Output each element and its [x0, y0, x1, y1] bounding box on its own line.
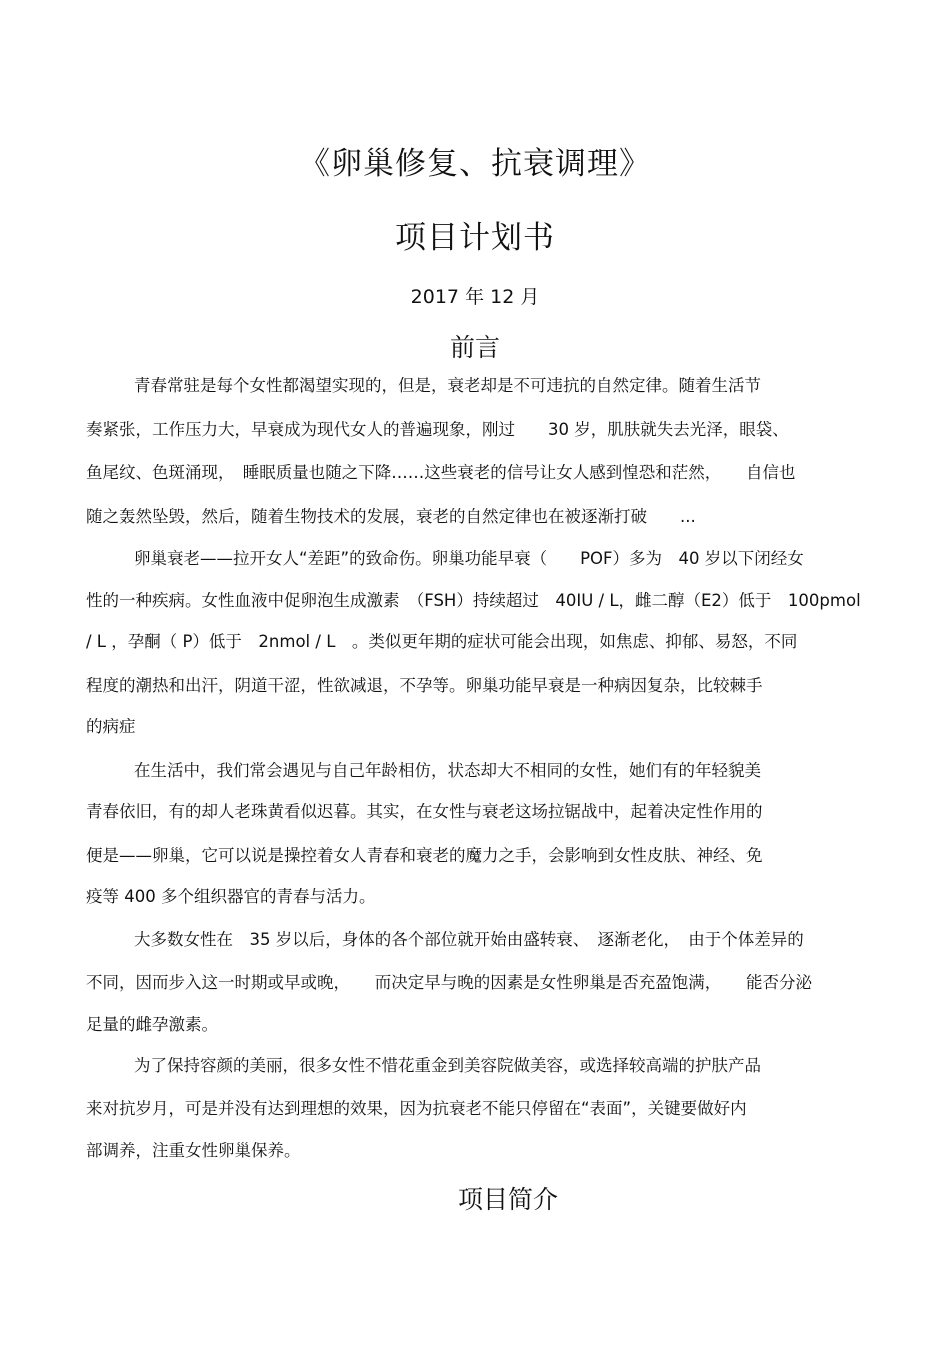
paragraph-line: 程度的潮热和出汗，阴道干涩，性欲减退，不孕等。卵巢功能早衰是一种病因复杂，比较棘手 [86, 676, 763, 695]
paragraph-line: 部调养，注重女性卵巢保养。 [86, 1141, 301, 1160]
paragraph-line: 性的一种疾病。女性血液中促卵泡生成激素 （FSH）持续超过 40IU / L，雌二醇（E2）低于 100pmol [86, 591, 861, 610]
paragraph-line: 卵巢衰老——拉开女人“差距”的致命伤。卵巢功能早衰（ POF）多为 40 岁以下闭经女 [134, 549, 804, 568]
paragraph-line: 的病症 [86, 717, 136, 736]
paragraph-line: 足量的雌孕激素。 [86, 1015, 218, 1034]
paragraph-line: 在生活中，我们常会遇见与自己年龄相仿，状态却大不相同的女性，她们有的年轻貌美 [134, 761, 761, 780]
paragraph-line: 不同，因而步入这一时期或早或晚， 而决定早与晚的因素是女性卵巢是否充盈饱满， 能否分泌 [86, 973, 812, 992]
paragraph-line: 鱼尾纹、色斑涌现， 睡眠质量也随之下降……这些衰老的信号让女人感到惶恐和茫然， 自信也 [86, 463, 796, 482]
paragraph-line: 大多数女性在 35 岁以后，身体的各个部位就开始由盛转衰、 逐渐老化， 由于个体差异的 [134, 930, 804, 949]
document-title: 《卵巢修复、抗衰调理》 [299, 146, 651, 182]
paragraph-line: 来对抗岁月，可是并没有达到理想的效果，因为抗衰老不能只停留在“表面”，关键要做好内 [86, 1099, 747, 1118]
document-date: 2017 年 12 月 [410, 286, 540, 308]
preface-heading: 前言 [449, 333, 500, 362]
paragraph-line: 随之轰然坠毁，然后，随着生物技术的发展，衰老的自然定律也在被逐渐打破 ... [86, 507, 696, 526]
paragraph-line: 青春常驻是每个女性都渴望实现的，但是，衰老却是不可违抗的自然定律。随着生活节 [134, 376, 761, 395]
paragraph-line: / L ，孕酮（ P）低于 2nmol / L 。类似更年期的症状可能会出现，如焦虑、抑郁、易怒，不同 [86, 632, 798, 651]
paragraph-line: 奏紧张，工作压力大，早衰成为现代女人的普遍现象，刚过 30 岁，肌肤就失去光泽，眼袋、 [86, 420, 789, 439]
paragraph-line: 疫等 400 多个组织器官的青春与活力。 [86, 887, 376, 906]
paragraph-line: 便是——卵巢，它可以说是操控着女人青春和衰老的魔力之手，会影响到女性皮肤、神经、免 [86, 846, 763, 865]
project-intro-heading: 项目简介 [457, 1185, 558, 1214]
paragraph-line: 青春依旧，有的却人老珠黄看似迟暮。其实，在女性与衰老这场拉锯战中，起着决定性作用的 [86, 802, 763, 821]
paragraph-line: 为了保持容颜的美丽，很多女性不惜花重金到美容院做美容，或选择较高端的护肤产品 [134, 1056, 761, 1075]
document-subtitle: 项目计划书 [395, 220, 555, 256]
